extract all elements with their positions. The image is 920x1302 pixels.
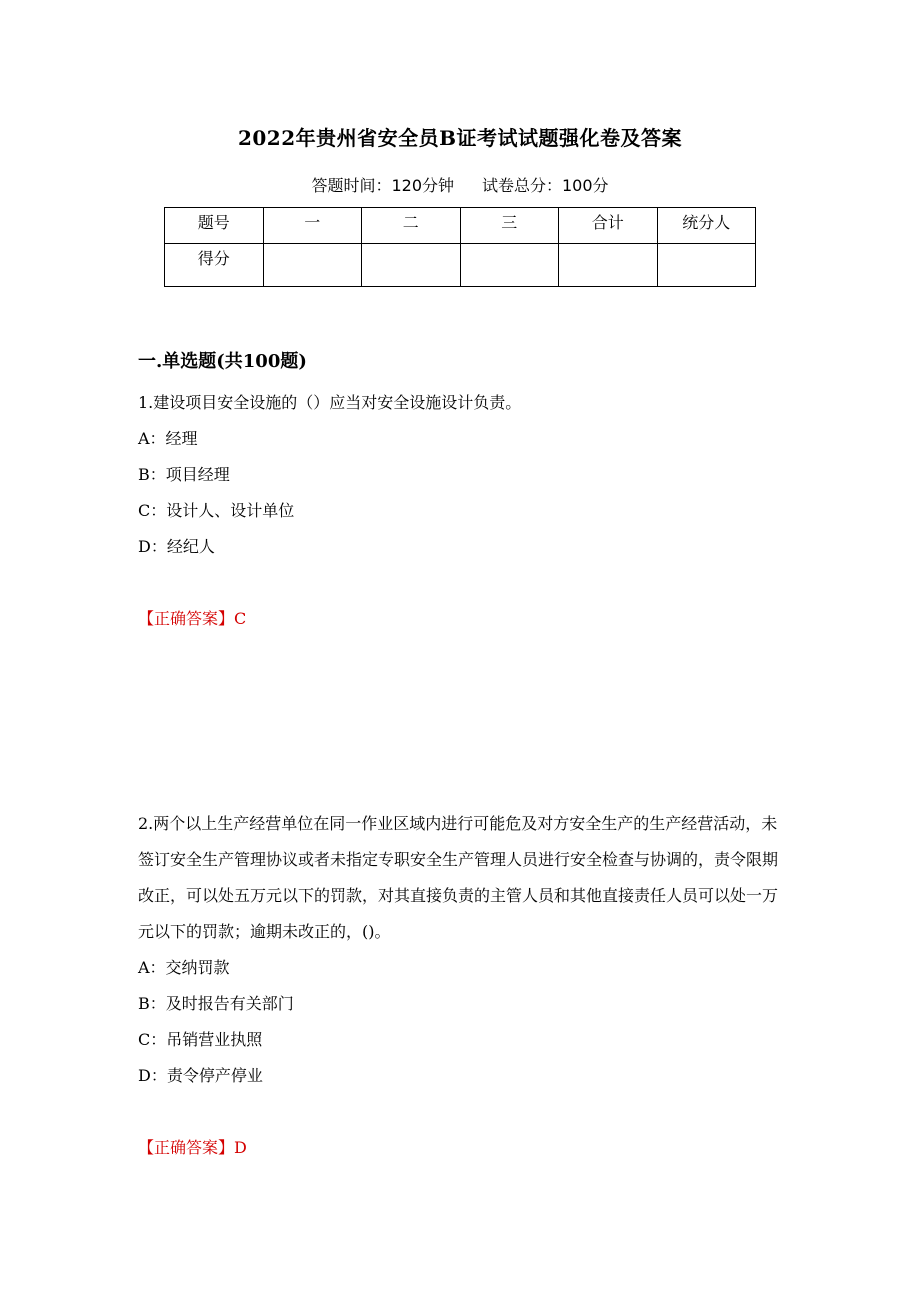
option-c: C：吊销营业执照 — [138, 1030, 263, 1049]
page-title: 2022年贵州省安全员B证考试试题强化卷及答案 — [237, 126, 683, 150]
option-b: B：及时报告有关部门 — [138, 994, 294, 1013]
correct-answer: 【正确答案】C — [138, 609, 247, 628]
score-header-cell: 合计 — [559, 208, 658, 244]
question-1 — [138, 385, 788, 637]
option-d: D：经纪人 — [138, 537, 215, 556]
question-stem: 2.两个以上生产经营单位在同一作业区域内进行可能危及对方安全生产的生产经营活动，未签订安全生产管理协议或者未指定专职安全生产管理人员进行安全检查与协调的，责令限期改正，可以处五万元以下的罚款，对其直接负责的主管人员和其他直接责任人员可以处一万元以下的罚款；逾期未改正的，()。 — [138, 814, 779, 941]
score-header-cell: 二 — [362, 208, 461, 244]
score-table-score-row — [165, 244, 756, 287]
score-table-header-row — [165, 208, 756, 244]
exam-meta — [0, 173, 920, 196]
score-row-label: 得分 — [165, 244, 264, 287]
score-cell — [559, 244, 658, 287]
score-header-cell: 三 — [460, 208, 559, 244]
option-a: A：交纳罚款 — [138, 958, 230, 977]
exam-time: 答题时间：120分钟 — [311, 176, 454, 195]
score-cell — [460, 244, 559, 287]
score-header-cell: 统分人 — [657, 208, 756, 244]
exam-total: 试卷总分：100分 — [482, 176, 609, 195]
score-table — [164, 207, 756, 287]
option-d: D：责令停产停业 — [138, 1066, 263, 1085]
score-cell — [362, 244, 461, 287]
score-header-cell: 一 — [263, 208, 362, 244]
score-cell — [263, 244, 362, 287]
score-header-cell: 题号 — [165, 208, 264, 244]
section-heading: 一.单选题(共100题) — [138, 351, 307, 372]
option-b: B：项目经理 — [138, 465, 230, 484]
correct-answer: 【正确答案】D — [138, 1138, 247, 1157]
score-cell — [657, 244, 756, 287]
question-stem: 1.建设项目安全设施的（）应当对安全设施设计负责。 — [138, 393, 522, 412]
option-c: C：设计人、设计单位 — [138, 501, 295, 520]
option-a: A：经理 — [138, 429, 198, 448]
question-2 — [138, 806, 788, 1166]
